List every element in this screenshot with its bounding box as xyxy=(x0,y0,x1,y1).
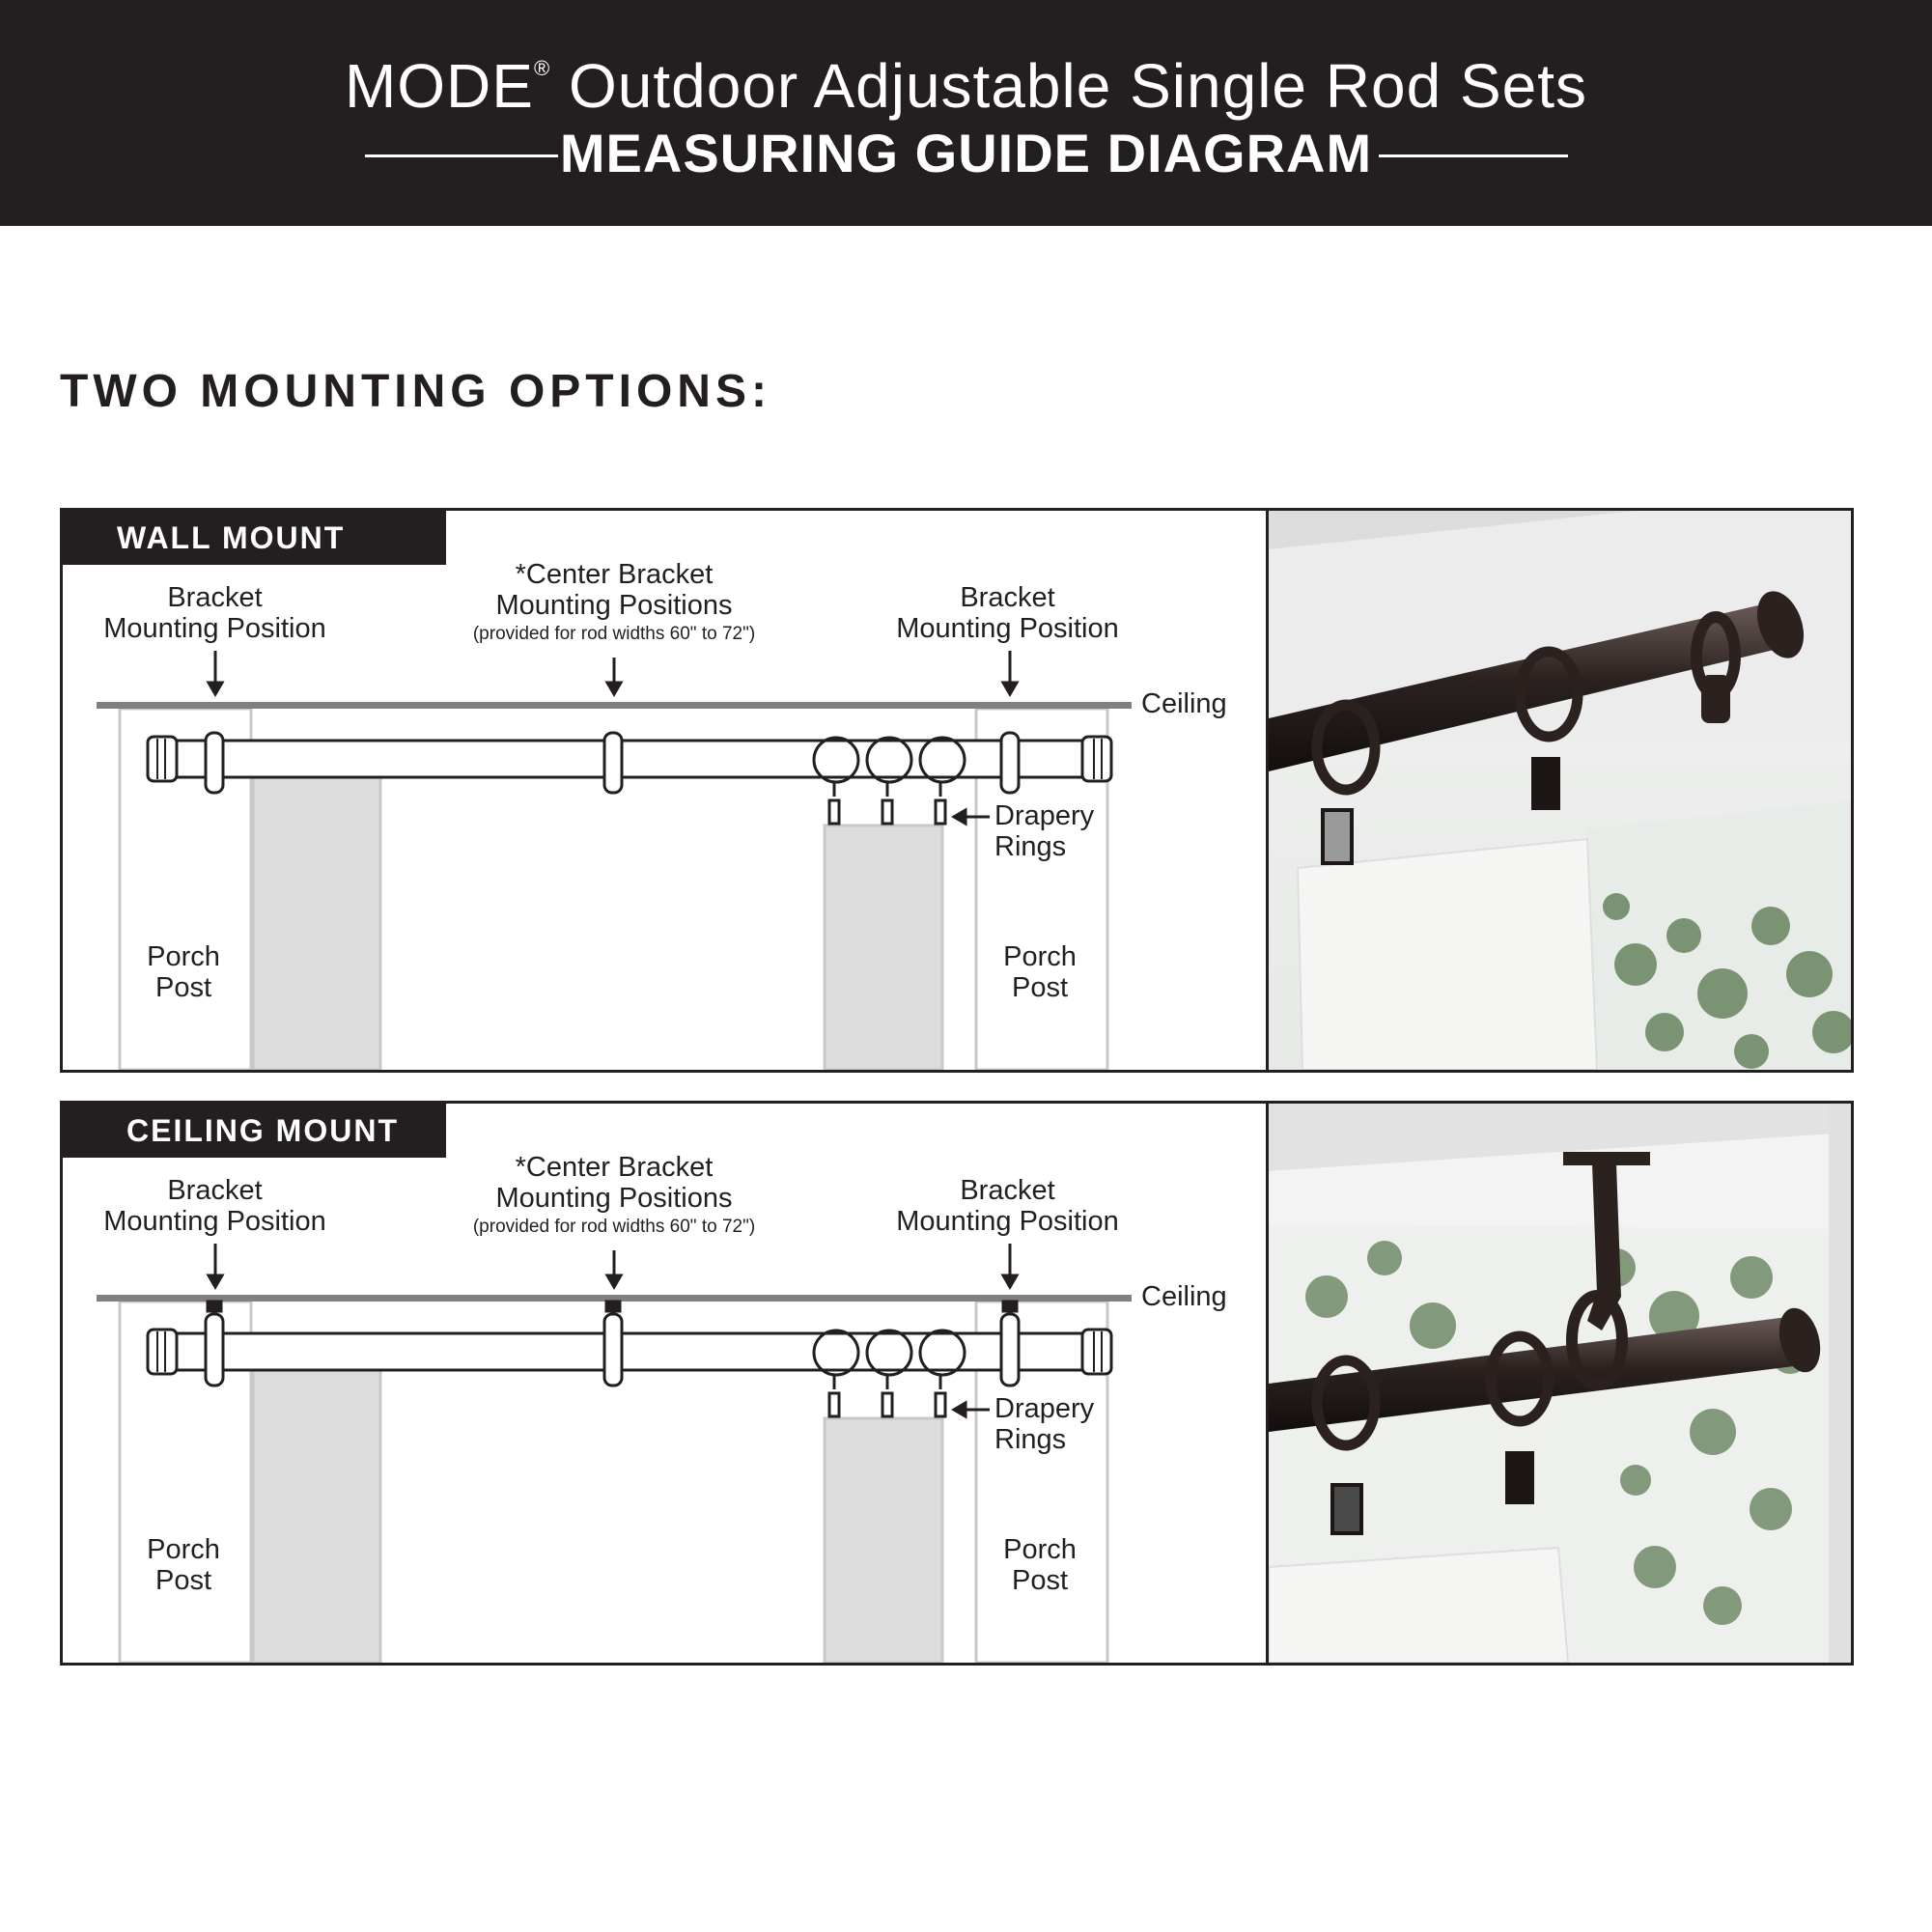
ceiling-plate xyxy=(1563,1152,1650,1165)
center-bracket-label: *Center Bracket Mounting Positions xyxy=(495,559,733,621)
header-banner xyxy=(0,0,1932,226)
subtitle-row xyxy=(0,122,1932,189)
title-rest: Outdoor Adjustable Single Rod Sets xyxy=(568,51,1588,121)
right-finial xyxy=(1082,737,1111,781)
brand-name: MODE xyxy=(344,51,534,121)
wall-mount-photo-drawing xyxy=(1269,511,1851,1070)
registered-mark: ® xyxy=(533,56,551,80)
page-subtitle: MEASURING GUIDE DIAGRAM xyxy=(559,123,1373,183)
ceiling-mount-diagram xyxy=(63,1104,1266,1663)
clip-2 xyxy=(1531,757,1560,810)
wall-mount-panel xyxy=(60,508,1854,1073)
left-curtain-panel xyxy=(253,741,380,1070)
ceiling-label: Ceiling xyxy=(1141,688,1227,719)
right-curtain-panel xyxy=(825,826,942,1070)
ceiling-mount-panel xyxy=(60,1101,1854,1666)
left-bracket xyxy=(206,733,223,793)
clip-1 xyxy=(1332,1485,1361,1533)
page-title xyxy=(0,50,1932,122)
left-finial xyxy=(148,737,177,781)
curtain-fabric xyxy=(1269,1548,1568,1663)
curtain-rod xyxy=(171,1333,1088,1370)
ceiling-mount-photo xyxy=(1269,1104,1851,1663)
curtain-rod xyxy=(171,741,1088,777)
clip-2 xyxy=(1505,1451,1534,1504)
right-finial xyxy=(1082,1330,1111,1374)
center-bracket-note: (provided for rod widths 60" to 72") xyxy=(472,624,756,644)
curtain-fabric xyxy=(1298,839,1597,1070)
right-porch-post-label: Porch Post xyxy=(1003,1534,1077,1596)
left-curtain-panel xyxy=(253,1333,380,1663)
section-heading: TWO MOUNTING OPTIONS: xyxy=(60,366,771,417)
left-finial xyxy=(148,1330,177,1374)
right-bracket xyxy=(1001,733,1019,793)
ceiling-line xyxy=(97,702,1132,709)
drapery-rings-label: Drapery Rings xyxy=(994,1393,1095,1455)
ceiling-mount-photo-drawing xyxy=(1269,1104,1851,1663)
subtitle-rule-right xyxy=(1379,154,1568,157)
wall-mount-label: WALL MOUNT xyxy=(63,511,446,565)
right-porch-post-label: Porch Post xyxy=(1003,941,1077,1003)
left-bracket-label: Bracket Mounting Position xyxy=(103,582,326,644)
center-bracket-label: *Center Bracket Mounting Positions xyxy=(495,1152,733,1214)
wall-mount-photo xyxy=(1269,511,1851,1070)
right-bracket-label: Bracket Mounting Position xyxy=(896,1175,1119,1237)
left-bracket-label: Bracket Mounting Position xyxy=(103,1175,326,1237)
clip-1 xyxy=(1323,810,1352,863)
ceiling-label: Ceiling xyxy=(1141,1281,1227,1312)
right-bracket-label: Bracket Mounting Position xyxy=(896,582,1119,644)
right-curtain-panel xyxy=(825,1418,942,1663)
left-porch-post-label: Porch Post xyxy=(147,1534,220,1596)
ceiling-mount-label: CEILING MOUNT xyxy=(63,1104,446,1158)
center-bracket-note: (provided for rod widths 60" to 72") xyxy=(472,1217,756,1237)
drapery-rings-label: Drapery Rings xyxy=(994,800,1095,862)
left-porch-post-label: Porch Post xyxy=(147,941,220,1003)
center-bracket xyxy=(604,733,622,793)
wall-mount-diagram xyxy=(63,511,1266,1070)
